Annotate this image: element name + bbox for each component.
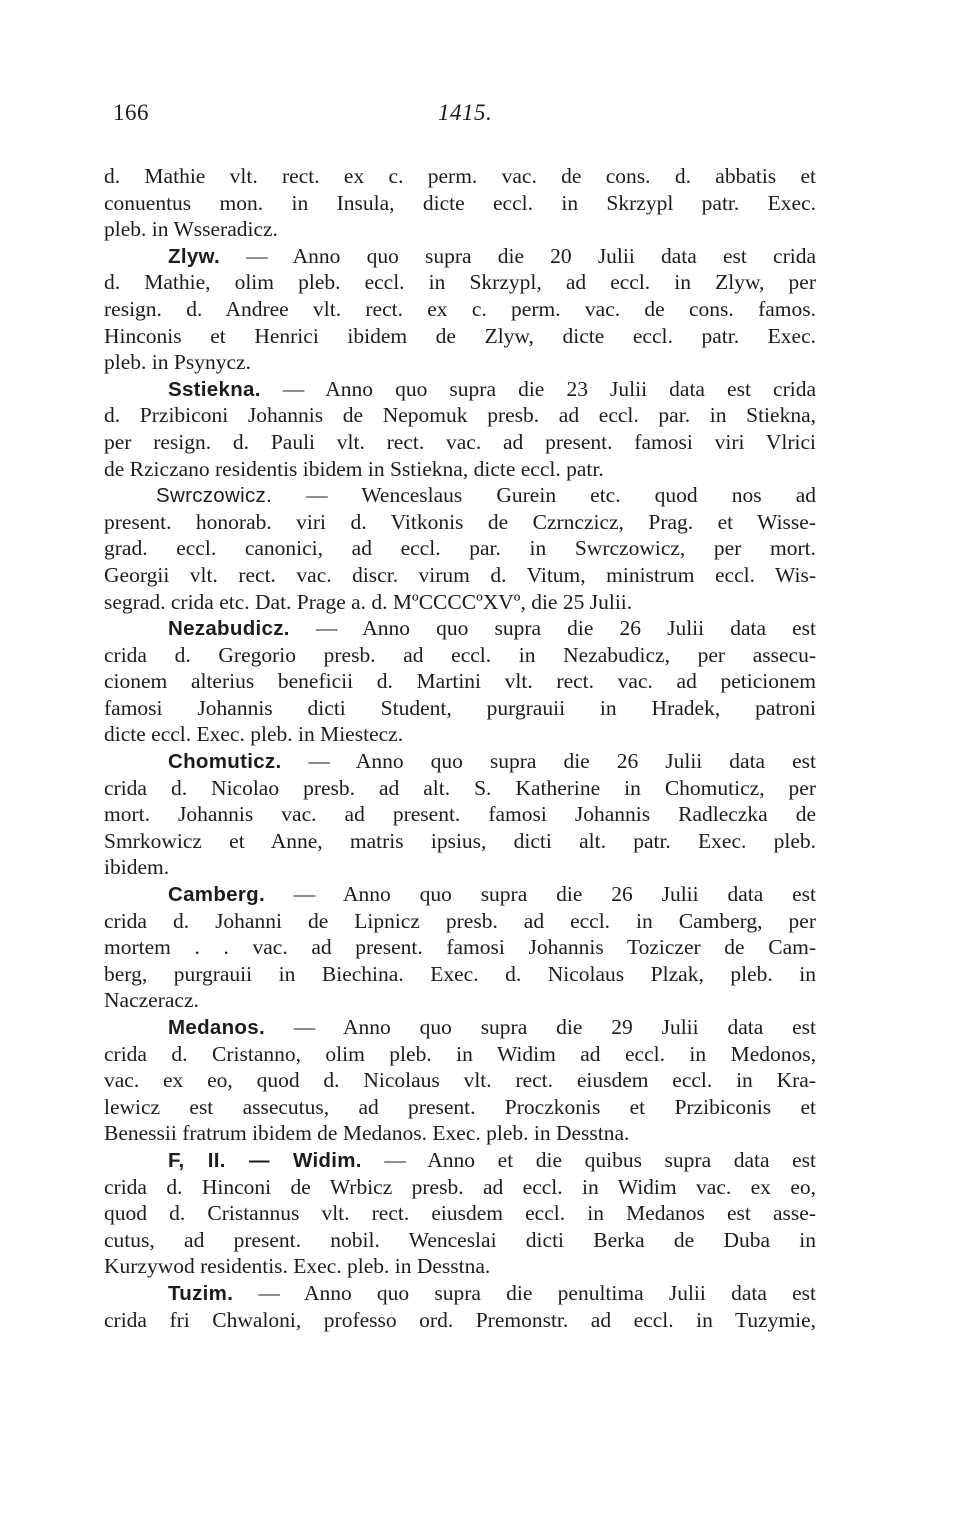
text-line xyxy=(104,190,816,217)
text-line xyxy=(104,429,816,456)
text-line xyxy=(104,1067,816,1094)
line-text: crida d. Nicolao presb. ad alt. S. Katherine in Chomuticz, per xyxy=(104,775,816,800)
line-text: — Anno quo supra die penultima Julii data est xyxy=(233,1280,816,1305)
text-line xyxy=(104,296,816,323)
line-text: vac. ex eo, quod d. Nicolaus vlt. rect. eiusdem eccl. in Kra- xyxy=(104,1068,816,1093)
line-text: resign. d. Andree vlt. rect. ex c. perm. vac. de cons. famos. xyxy=(104,296,816,321)
text-line xyxy=(104,801,816,828)
line-text: cionem alterius beneficii d. Martini vlt. rect. vac. ad peticionem xyxy=(104,669,816,694)
text-line xyxy=(104,1307,816,1334)
text-line xyxy=(104,349,816,376)
running-head: 1415. xyxy=(438,100,493,125)
line-text: pleb. in Wsseradicz. xyxy=(104,217,278,242)
text-line xyxy=(104,562,816,589)
text-line xyxy=(104,456,816,483)
line-text: — Anno quo supra die 26 Julii data est xyxy=(281,749,816,774)
line-text: Naczeracz. xyxy=(104,988,199,1013)
entry-heading: Medanos. xyxy=(168,1016,265,1039)
line-text: crida fri Chwaloni, professo ord. Premonstr. ad eccl. in Tuzymie, xyxy=(104,1307,816,1332)
text-line xyxy=(104,987,816,1014)
line-text: conuentus mon. in Insula, dicte eccl. in Skrzypl patr. Exec. xyxy=(104,190,816,215)
text-line xyxy=(104,828,816,855)
entry-heading: Camberg. xyxy=(168,883,265,907)
line-text: present. honorab. viri d. Vitkonis de Czrnczicz, Prag. et Wisse- xyxy=(104,509,816,534)
line-text: Kurzywod residentis. Exec. pleb. in Desstna. xyxy=(104,1254,491,1279)
line-text: per resign. d. Pauli vlt. rect. vac. ad present. famosi viri Vlrici xyxy=(104,429,816,454)
entry-heading: F, II. — Widim. xyxy=(168,1148,362,1172)
line-text: segrad. crida etc. Dat. Prage a. d. MºCCCCºXVº, die 25 Julii. xyxy=(104,589,633,614)
line-text: — Anno quo supra die 26 Julii data est xyxy=(289,616,816,641)
text-line xyxy=(104,1200,816,1227)
line-text: Smrkowicz et Anne, matris ipsius, dicti alt. patr. Exec. pleb. xyxy=(104,828,816,853)
text-line xyxy=(104,589,816,616)
text-line xyxy=(104,216,816,243)
entry-first-line xyxy=(104,748,816,775)
text-line xyxy=(104,269,816,296)
line-text: crida d. Johanni de Lipnicz presb. ad eccl. in Camberg, per xyxy=(104,908,816,933)
text-line xyxy=(104,695,816,722)
text-line xyxy=(104,1120,816,1147)
text-line xyxy=(104,1227,816,1254)
entry-first-line xyxy=(104,376,816,403)
text-line xyxy=(104,721,816,748)
text-line xyxy=(104,775,816,802)
text-line xyxy=(104,1094,816,1121)
line-text: d. Mathie vlt. rect. ex c. perm. vac. de cons. d. abbatis et xyxy=(104,164,816,188)
line-text: dicte eccl. Exec. pleb. in Miestecz. xyxy=(104,722,404,747)
line-text: — Anno quo supra die 26 Julii data est xyxy=(264,882,816,907)
line-text: crida d. Cristanno, olim pleb. in Widim ad eccl. in Medonos, xyxy=(104,1041,816,1066)
line-text: d. Przibiconi Johannis de Nepomuk presb. ad eccl. par. in Stiekna, xyxy=(104,403,816,428)
line-text: — Wenceslaus Gurein etc. quod nos ad xyxy=(272,483,816,508)
line-text: — Anno et die quibus supra data est xyxy=(361,1147,816,1172)
text-line xyxy=(104,934,816,961)
line-text: Hinconis et Henrici ibidem de Zlyw, dicte eccl. patr. Exec. xyxy=(104,323,816,348)
text-line xyxy=(104,961,816,988)
text-line xyxy=(104,402,816,429)
line-text: d. Mathie, olim pleb. eccl. in Skrzypl, ad eccl. in Zlyw, per xyxy=(104,270,816,295)
text-line xyxy=(104,1041,816,1068)
entry-heading: Sstiekna. xyxy=(168,377,261,401)
text-body xyxy=(104,163,816,1333)
entry-heading: Nezabudicz. xyxy=(168,617,290,641)
text-line xyxy=(104,509,816,536)
text-line xyxy=(104,1253,816,1280)
line-text: mortem . . vac. ad present. famosi Johannis Toziczer de Cam- xyxy=(104,935,816,960)
entry-first-line xyxy=(104,482,816,509)
text-line xyxy=(104,668,816,695)
line-text: crida d. Hinconi de Wrbicz presb. ad eccl. in Widim vac. ex eo, xyxy=(104,1174,816,1199)
text-line xyxy=(104,642,816,669)
line-text: mort. Johannis vac. ad present. famosi Johannis Radleczka de xyxy=(104,802,816,827)
line-text: Benessii fratrum ibidem de Medanos. Exec. pleb. in Desstna. xyxy=(104,1121,630,1146)
text-line xyxy=(104,323,816,350)
text-line xyxy=(104,163,816,190)
line-text: quod d. Cristannus vlt. rect. eiusdem eccl. in Medanos est asse- xyxy=(104,1201,816,1226)
line-text: crida d. Gregorio presb. ad eccl. in Nezabudicz, per assecu- xyxy=(104,642,816,667)
entry-heading: Chomuticz. xyxy=(168,750,282,774)
line-text: famosi Johannis dicti Student, purgrauii in Hradek, patroni xyxy=(104,695,816,720)
entry-first-line xyxy=(104,1147,816,1174)
entry-first-line xyxy=(104,243,816,270)
line-text: pleb. in Psynycz. xyxy=(104,350,251,375)
line-text: Georgii vlt. rect. vac. discr. virum d. Vitum, ministrum eccl. Wis- xyxy=(104,562,816,587)
text-line xyxy=(104,535,816,562)
text-line xyxy=(104,908,816,935)
line-text: berg, purgrauii in Biechina. Exec. d. Nicolaus Plzak, pleb. in xyxy=(104,961,816,986)
entry-first-line xyxy=(104,881,816,908)
text-line xyxy=(104,1174,816,1201)
text-line xyxy=(104,854,816,881)
page-number: 166 xyxy=(113,100,149,125)
entry-heading: Zlyw. xyxy=(168,244,220,268)
line-text: grad. eccl. canonici, ad eccl. par. in Swrczowicz, per mort. xyxy=(104,536,816,561)
line-text: — Anno quo supra die 23 Julii data est crida xyxy=(260,376,816,401)
line-text: lewicz est assecutus, ad present. Proczkonis et Przibiconis et xyxy=(104,1094,816,1119)
entry-first-line xyxy=(104,615,816,642)
entry-heading: Swrczowicz. xyxy=(156,484,273,508)
line-text: ibidem. xyxy=(104,855,170,880)
line-text: de Rziczano residentis ibidem in Sstiekna, dicte eccl. patr. xyxy=(104,456,604,481)
line-text: — Anno quo supra die 29 Julii data est xyxy=(264,1015,816,1039)
line-text: — Anno quo supra die 20 Julii data est crida xyxy=(220,243,816,268)
line-text: cutus, ad present. nobil. Wenceslai dicti Berka de Duba in xyxy=(104,1227,816,1252)
entry-first-line xyxy=(104,1014,816,1041)
entry-first-line xyxy=(104,1280,816,1307)
entry-heading: Tuzim. xyxy=(168,1281,234,1305)
